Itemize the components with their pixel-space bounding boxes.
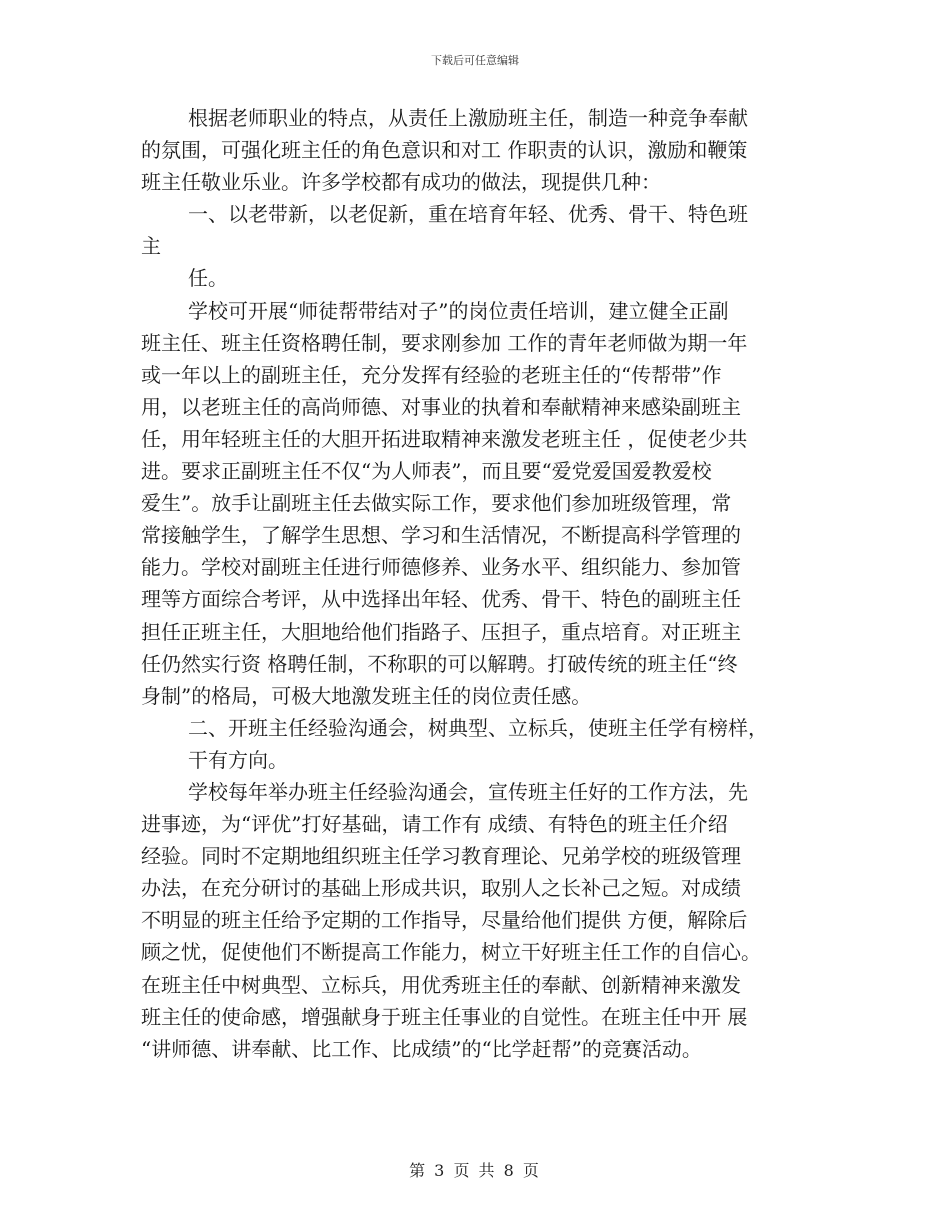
body-text-line: 进事迹，为“评优”打好基础，请工作有 成绩、有特色的班主任介绍 [141, 812, 728, 837]
body-text-line: 学校每年举办班主任经验沟通会，宣传班主任好的工作方法，先 [188, 779, 748, 804]
body-text-line: 根据老师职业的特点，从责任上激励班主任，制造一种竞争奉献 [188, 106, 748, 130]
body-text-line: 任仍然实行资 格聘任制，不称职的可以解聘。打破传统的班主任“终 [141, 651, 738, 676]
body-text-line: 爱生”。放手让副班主任去做实际工作，要求他们参加班级管理，常 [141, 491, 732, 516]
body-text-line: 一、以老带新，以老促新，重在培育年轻、优秀、骨干、特色班 [188, 202, 748, 227]
body-text-line: 的氛围，可强化班主任的角色意识和对工 作职责的认识，激励和鞭策 [141, 138, 748, 163]
body-text-line: 主 [141, 234, 161, 259]
body-text-line: 身制”的格局，可极大地激发班主任的岗位责任感。 [141, 683, 592, 708]
body-text-line: 进。要求正副班主任不仅“为人师表”，而且要“爱党爱国爱教爱校 [141, 459, 712, 484]
body-text-line: 班主任、班主任资格聘任制，要求刚参加 工作的青年老师做为期一年 [141, 330, 748, 355]
body-text-line: 学校可开展“师徒帮带结对子”的岗位责任培训，建立健全正副 [188, 298, 729, 323]
body-text-line: 常接触学生，了解学生思想、学习和生活情况，不断提高科学管理的 [141, 523, 741, 548]
body-text-line: 能力。学校对副班主任进行师德修养、业务水平、组织能力、参加管 [141, 555, 741, 580]
body-text-line: 经验。同时不定期地组织班主任学习教育理论、兄弟学校的班级管理 [141, 844, 741, 869]
body-text-line: 班主任敬业乐业。许多学校都有成功的做法，现提供几种： [141, 170, 661, 195]
page-footer: 第 3 页 共 8 页 [409, 1161, 541, 1180]
body-text-line: 二、开班主任经验沟通会，树典型、立标兵，使班主任学有榜样， [188, 715, 768, 740]
body-text-line: 班主任的使命感，增强献身于班主任事业的自觉性。在班主任中开 展 [141, 1004, 748, 1029]
body-text-line: “讲师德、讲奉献、比工作、比成绩”的“比学赶帮”的竞赛活动。 [141, 1036, 702, 1061]
body-text-line: 不明显的班主任给予定期的工作指导，尽量给他们提供 方便，解除后 [141, 908, 748, 933]
body-text-line: 干有方向。 [188, 747, 288, 772]
body-text-line: 用，以老班主任的高尚师德、对事业的执着和奉献精神来感染副班主 [141, 394, 741, 419]
body-text-line: 任。 [188, 266, 228, 291]
body-text-line: 办法，在充分研讨的基础上形成共识，取别人之长补己之短。对成绩 [141, 876, 741, 901]
body-text-line: 理等方面综合考评，从中选择出年轻、优秀、骨干、特色的副班主任 [141, 587, 741, 612]
body-text-line: 顾之忧，促使他们不断提高工作能力，树立干好班主任工作的自信心。 [141, 940, 761, 965]
body-text-line: 在班主任中树典型、立标兵，用优秀班主任的奉献、创新精神来激发 [141, 972, 741, 997]
body-text-line: 任，用年轻班主任的大胆开拓进取精神来激发老班主任 ，促使老少共 [141, 426, 748, 451]
body-text-line: 或一年以上的副班主任，充分发挥有经验的老班主任的“传帮带”作 [141, 362, 722, 387]
body-text-line: 担任正班主任，大胆地给他们指路子、压担子，重点培育。对正班主 [141, 619, 741, 644]
document-body [141, 102, 811, 1065]
page-header: 下载后可任意编辑 [431, 54, 519, 67]
